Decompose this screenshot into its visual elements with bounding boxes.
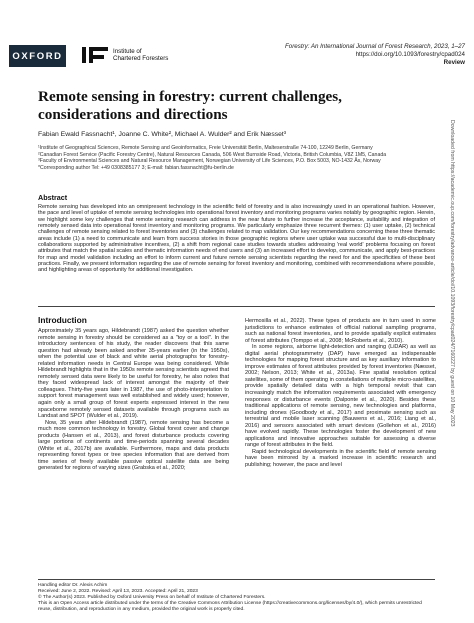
divider <box>38 306 435 307</box>
journal-citation: Forestry: An International Journal of Forest Research, 2023, 1–27 <box>285 43 465 50</box>
download-note-text: Downloaded from https://academic.oup.com/forestry/advance-article/doi/10.1093/forestry/cpad024/7160227 by guest on 10 May 2023 <box>449 120 455 427</box>
paragraph: Approximately 35 years ago, Hildebrandt (1987) asked the question whether remote sensing in forestry should be considered as a "toy or a tool". In the introductory sentences of his study, the reader discovers that this same question had already been asked another 35-years earlier (in the 1950s), when the potential use of black and white aerial photographs for forestry-related information needs in Central Europe was being considered. While Hildebrandt highlights that in the 1950s remote sensing scientists agreed that remotely sensed data were likely to be useful for forestry, he also notes that they faced widespread lack of interest amongst the majority of their colleagues. Thirty-five years later in 1987, the use of photo-interpretation to support forest management was well established and widely used; however, again only a small group of forest experts expressed interest in the new spaceborne remotely sensed datasets available through programs such as Landsat and SPOT (Wulder et al., 2019). <box>38 328 229 420</box>
footer-notes <box>38 583 435 613</box>
abstract-heading: Abstract <box>38 193 68 202</box>
right-column <box>245 318 436 469</box>
affiliation-2: ²Canadian Forest Service (Pacific Forestry Centre), Natural Resources Canada, 506 West Burnside Road, Victoria, British Columbia, V8Z 1M5, Canada <box>38 151 387 158</box>
paragraph: Now, 35 years after Hildebrandt (1987), remote sensing has become a much more common technology in forestry. Global forest cover and change products (Hansen et al., 2013), and forest disturbance products covering large portions of continents and time-periods spanning several decades (White et al., 2017b) are available. Furthermore, maps and data products representing forest types or tree species information that are derived from time series of freely available passive optical satellite data are being generated for regions of varying sizes (Grabska et al., 2020; <box>38 419 229 472</box>
doi-link[interactable]: https://doi.org/10.1093/forestry/cpad024 <box>355 51 465 59</box>
license: This is an Open Access article distributed under the terms of the Creative Commons Attribution License (https://creativecommons.org/licenses/by/4.0/), which permits unrestricted reuse, distribution, and reproduction in any medium, provided the original work is properly cited. <box>38 601 422 612</box>
affiliation-3: ³Faculty of Environmental Sciences and Natural Resource Management, Norwegian University of Life Sciences, P.O. Box 5003, NO-1432 Ås, Norway <box>38 158 381 165</box>
oxford-logo: OXFORD <box>9 45 66 67</box>
introduction-heading: Introduction <box>38 315 87 325</box>
journal-info <box>285 43 465 68</box>
abstract-text: Remote sensing has developed into an omnipresent technology in the scientific field of forestry and is also increasingly used in an operational fashion. However, the pace and level of uptake of remote sensing technologies into operational forest inventory and monitoring programs varies notably by geographic region. Herein, we highlight some key challenges that remote sensing research can address in the near future to further increase the acceptance, suitability and integration of remotely sensed data into operational forest inventory and monitoring programs. We particularly emphasize three recurrent themes: (1) user uptake, (2) technical challenges of remote sensing related to forest inventories and (3) challenges related to map validation. Our key recommendations concerning these three thematic areas include (1) a need to communicate and learn from success stories in those geographic regions where user uptake was successful due to multi-disciplinary collaborations supported by administrative incentives, (2) a shift from regional case studies towards studies addressing 'real world' problems focusing on forest attributes that match the spatial scales and thematic information needs of end users and (3) an increased effort to develop, communicate, and apply best-practices for map and model validation including an effort to inform current and future remote sensing scientists regarding the need for and the specificities of these best practices. Finally, we present information regarding the use of remote sensing for forest inventory and monitoring, combined with recommendations where possible, and highlighting areas of opportunity for additional investigation. <box>38 204 436 274</box>
copyright: © The Author(s) 2023. Published by Oxford University Press on behalf of Institute of Chartered Foresters. <box>38 595 266 600</box>
icf-name-line2: Chartered Foresters <box>113 55 169 62</box>
corresponding-author: *Corresponding author Tel: +49 0308385177 3; E-mail: fabian.fassnacht@fu-berlin.de <box>38 164 234 171</box>
icf-name-line1: Institute of <box>113 47 142 55</box>
paragraph: In some regions, airborne light-detection and ranging (LiDAR) as well as digital aerial photogrammetry (DAP) have emerged as indispensable technologies for mapping forest structure and as key auxiliary information to improve estimates of forest attributes provided by forest inventories (Næsset, 2002; Nelson, 2013; White et al., 2013a). Fine spatial resolution optical satellites, some of them operating in constellations of multiple micro-satellites, provide spatially detailed data with a high temporal revisit that can increasingly match the information requirements associated with emergency responses or disturbance events (Dalponte et al., 2020). Besides these traditional applications of remote sensing, new technologies and platforms, including drones (Goodbody et al., 2017) and proximate sensing such as terrestrial and mobile laser scanning (Bauwens et al., 2016; Liang et al., 2016) and sensors associated with smart devices (Gollehon et al., 2016) have evolved rapidly. These technologies foster the development of new applications and innovative approaches suitable for assessing a diverse range of forest attributes in the field. <box>245 344 436 449</box>
handling-editor: Handling editor Dr. Alexis Achim <box>38 583 108 588</box>
author-list: Fabian Ewald Fassnacht¹, Joanne C. White², Michael A. Wulder² and Erik Næsset³ <box>38 131 287 138</box>
footer-divider <box>38 579 435 580</box>
dates: Received: June 2, 2022. Revised: April 13, 2023. Accepted: April 21, 2023 <box>38 589 198 594</box>
article-type: Review <box>443 59 465 67</box>
article-title: Remote sensing in forestry: current challenges, considerations and directions <box>38 88 342 123</box>
paragraph: Hermosilla et al., 2022). These types of products are in turn used in some jurisdictions to enhance estimates of official national sampling programs, such as national forest inventories, and to provide spatially explicit estimates of forest attributes (Tomppo et al., 2008; McRoberts et al., 2010). <box>245 318 436 344</box>
icf-logo <box>82 45 168 65</box>
icf-mark-icon <box>82 45 110 65</box>
left-column <box>38 328 229 472</box>
affiliation-1: ¹Institute of Geographical Sciences, Remote Sensing and Geoinformatics, Freie Universität Berlin, Malteserstraße 74-100, 12249 Berlin, Germany <box>38 145 373 151</box>
download-note <box>447 120 457 590</box>
paragraph: Rapid technological developments in the scientific field of remote sensing have been mirrored by a marked increase in scientific research and publishing; however, the pace and level <box>245 448 436 469</box>
affiliations <box>38 145 428 171</box>
